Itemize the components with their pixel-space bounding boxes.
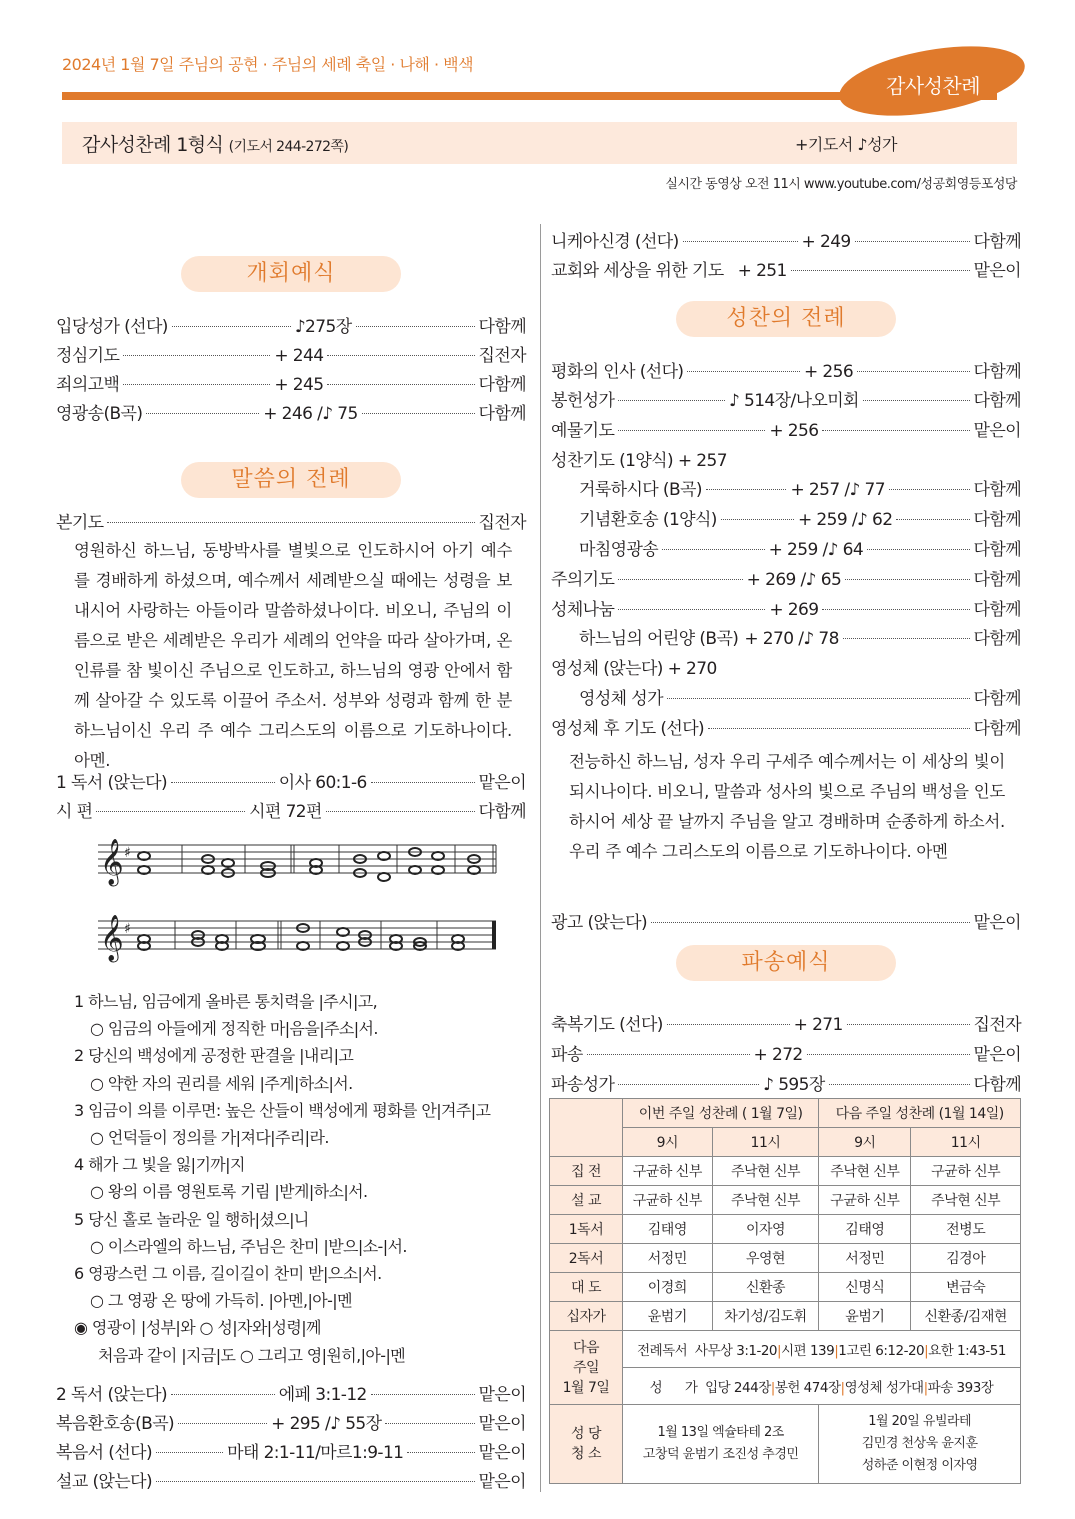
cell: 윤범기 [623, 1302, 713, 1331]
item-label: 영성체 (앉는다) + 270 [551, 659, 717, 679]
cell: 이자영 [712, 1215, 819, 1244]
leader-dots [96, 811, 245, 812]
role-cell: 대 도 [550, 1273, 623, 1302]
cell: 서정민 [623, 1244, 713, 1273]
reading: 시편 139 [781, 1343, 835, 1359]
time-cell: 9시 [623, 1128, 713, 1157]
psalm-line: 6 영광스런 그 이름, 길이길이 찬미 받|으소|서. [74, 1264, 382, 1284]
section-eucharist: 성찬의 전례 [676, 301, 896, 337]
item-who: 다함께 [973, 629, 1021, 649]
cell: 차기성/김도휘 [712, 1302, 819, 1331]
leader-dots [618, 609, 765, 610]
item-who: 맡은이 [478, 1414, 526, 1434]
item-label: 거룩하시다 (B곡) [579, 480, 702, 500]
leader-dots [662, 549, 764, 550]
separator: | [840, 1380, 845, 1396]
cleaning-line: 1월 20일 유빌라테 [868, 1414, 972, 1429]
section-dismissal: 파송예식 [676, 945, 896, 981]
list-item [551, 908, 1021, 934]
psalm-chant-score [98, 833, 518, 973]
list-item [551, 386, 1021, 412]
item-who: 맡은이 [478, 1472, 526, 1492]
item-label: 영광송(B곡) [56, 404, 143, 424]
item-ref: + 246 /♪ 75 [263, 404, 358, 424]
separator: | [923, 1380, 928, 1396]
separator: | [770, 1380, 775, 1396]
item-who: 맡은이 [973, 421, 1021, 441]
psalm-line: 처음과 같이 |지금|도 ○ 그리고 영|원히,|아-|멘 [98, 1345, 406, 1365]
leader-dots [356, 326, 475, 327]
table-row [550, 1331, 1021, 1368]
item-label: 예물기도 [551, 421, 615, 441]
list-item [56, 370, 526, 396]
leader-dots [721, 519, 794, 520]
hymn: 파송 393장 [927, 1380, 994, 1396]
cell: 우영현 [712, 1244, 819, 1273]
list-item [551, 595, 1021, 621]
list-item [551, 416, 1021, 442]
psalm-line: ○ 이스라엘의 하느님, 주님은 찬미 |받으|소-|서. [90, 1236, 407, 1256]
item-label: 하느님의 어린양 (B곡) [579, 629, 739, 649]
cell: 구균하 신부 [623, 1186, 713, 1215]
column-divider [540, 224, 541, 1492]
leader-dots [651, 922, 970, 923]
item-ref: + 270 /♪ 78 [744, 629, 839, 649]
item-who: 다함께 [973, 510, 1022, 530]
leader-dots [618, 579, 742, 580]
item-label: 죄의고백 [56, 375, 120, 395]
item-label: 파송성가 [551, 1075, 615, 1095]
role-cell: 집 전 [550, 1157, 623, 1186]
cleaning-label [550, 1405, 623, 1484]
psalm-line: ○ 그 영광 온 땅에 가득히. |아멘,|아-|멘 [90, 1291, 352, 1311]
item-label: 복음서 (선다) [56, 1443, 152, 1463]
leader-dots [123, 384, 270, 385]
post-communion-prayer: 전능하신 하느님, 성자 우리 구세주 예수께서는 이 세상의 빛이 되시나이다. 비오니, 말씀과 성사의 빛으로 주님의 백성을 인도하시어 세상 끝 날까지 주님을 알고 경배하며 순종하게 하소서. 우리 주 예수 그리스도의 이름으로 기도하나이다. 아멘 [569, 752, 1005, 861]
item-who: 맡은이 [973, 261, 1021, 281]
list-item [56, 1409, 526, 1435]
next-week-header: 다음 주일 성찬례 (1월 14일) [819, 1099, 1021, 1128]
item-ref: + 245 [274, 375, 324, 395]
title-pages: (기도서 244-272쪽) [228, 139, 349, 155]
item-label: 본기도 [56, 513, 104, 533]
leader-dots [362, 413, 475, 414]
leader-dots [326, 811, 475, 812]
item-ref: + 272 [753, 1045, 803, 1065]
cell: 주낙현 신부 [911, 1186, 1021, 1215]
item-label: 복음환호송(B곡) [56, 1414, 175, 1434]
item-ref: + 251 [737, 261, 787, 281]
item-label: 2 독서 (앉는다) [56, 1385, 167, 1405]
item-who: 다함께 [973, 719, 1021, 739]
next-readings [623, 1331, 1021, 1368]
label-line: 1월 7일 [562, 1379, 610, 1396]
leader-dots [156, 1452, 223, 1453]
item-ref: + 269 [769, 600, 819, 620]
list-item [579, 505, 1021, 531]
list-item [56, 768, 526, 794]
item-who: 집전자 [478, 346, 526, 366]
item-who: 집전자 [973, 1015, 1022, 1035]
cell: 신환종/김재현 [911, 1302, 1021, 1331]
leader-dots [807, 1054, 970, 1055]
cell: 전병도 [911, 1215, 1021, 1244]
item-label: 입당성가 (선다) [56, 317, 168, 337]
leader-dots [845, 579, 969, 580]
list-item [551, 227, 1021, 253]
item-label: 영성체 성가 [579, 689, 663, 709]
time-cell: 11시 [712, 1128, 819, 1157]
title-text: 감사성찬례 1형식 [82, 134, 224, 156]
table-row [550, 1215, 1021, 1244]
corner-cell [550, 1099, 623, 1157]
cell: 구균하 신부 [623, 1157, 713, 1186]
item-who: 다함께 [478, 802, 526, 822]
item-ref: 에페 3:1-12 [278, 1385, 367, 1405]
cell: 주낙현 신부 [712, 1186, 819, 1215]
svg-text:♯: ♯ [124, 845, 131, 861]
psalm-line: ○ 임금의 아들에게 정직한 마|음을|주소|서. [90, 1019, 378, 1039]
leader-dots [855, 241, 970, 242]
reading: 사무상 3:1-20 [694, 1343, 778, 1359]
item-ref: + 257 /♪ 77 [790, 480, 885, 500]
legend: +기도서 ♪성가 [795, 135, 897, 154]
item-label: 주의기도 [551, 570, 615, 590]
hymn: 입당 244장 [705, 1380, 771, 1396]
item-who: 다함께 [973, 480, 1022, 500]
communion-heading [551, 654, 1021, 680]
leader-dots [146, 413, 259, 414]
cleaning-group-b [819, 1405, 1021, 1484]
leader-dots [123, 355, 270, 356]
item-label: 평화의 인사 (선다) [551, 362, 684, 382]
item-ref: + 244 [274, 346, 324, 366]
cell: 주낙현 신부 [712, 1157, 819, 1186]
label-line: 다음 [572, 1339, 600, 1356]
item-who: 맡은이 [478, 1385, 527, 1405]
psalm-line: 1 하느님, 임금에게 올바른 통치력을 |주시|고, [74, 992, 378, 1011]
item-who: 맡은이 [973, 1045, 1022, 1065]
leader-dots [171, 782, 275, 783]
cleaning-line: 1월 13일 엑슐타테 2조 [657, 1425, 784, 1440]
leader-dots [618, 400, 725, 401]
item-ref: + 249 [801, 232, 851, 252]
psalm-line: ○ 약한 자의 권리를 세워 |주게|하소|서. [90, 1073, 353, 1093]
leader-dots [708, 728, 969, 729]
leader-dots [829, 1084, 970, 1085]
section-opening: 개회예식 [181, 256, 401, 292]
svg-text:𝄞: 𝄞 [100, 915, 124, 961]
label-line: 주일 [572, 1359, 600, 1376]
item-who: 다함께 [973, 689, 1021, 709]
cell: 서정민 [819, 1244, 911, 1273]
separator: | [777, 1343, 782, 1359]
label-line: 청 소 [571, 1446, 601, 1462]
leader-dots [178, 1423, 267, 1424]
cell: 변금숙 [911, 1273, 1021, 1302]
leader-dots [847, 1024, 970, 1025]
item-label: 기념환호송 (1양식) [579, 510, 717, 530]
date-line: 2024년 1월 7일 주님의 공현 · 주님의 세례 축일 · 나해 · 백색 [62, 55, 474, 74]
item-who: 맡은이 [973, 913, 1021, 933]
list-item [551, 256, 1021, 282]
item-ref: 시편 72편 [249, 802, 322, 822]
list-item [56, 341, 526, 367]
item-who: 다함께 [973, 600, 1021, 620]
time-cell: 11시 [911, 1128, 1021, 1157]
list-item [579, 624, 1021, 650]
leader-dots [867, 549, 969, 550]
cell: 구균하 신부 [911, 1157, 1021, 1186]
item-ref: ♪ 514장/나오미회 [728, 391, 859, 411]
table-header-row [550, 1099, 1021, 1128]
cell: 김경아 [911, 1244, 1021, 1273]
cell: 신명식 [819, 1273, 911, 1302]
svg-text:𝄞: 𝄞 [100, 839, 124, 885]
psalm-line: ○ 왕의 이름 영원토록 기림 |받게|하소|서. [90, 1182, 368, 1202]
role-cell: 설 교 [550, 1186, 623, 1215]
item-label: 봉헌성가 [551, 391, 615, 411]
item-who: 집전자 [478, 513, 526, 533]
leader-dots [822, 430, 969, 431]
svg-text:♯: ♯ [124, 921, 131, 937]
cleaning-line: 고창덕 윤범기 조진성 추경민 [642, 1447, 799, 1462]
cell: 이경희 [623, 1273, 713, 1302]
item-label: 광고 (앉는다) [551, 913, 647, 933]
table-row [550, 1302, 1021, 1331]
table-row [550, 1405, 1021, 1484]
table-row [550, 1273, 1021, 1302]
leader-dots [889, 489, 970, 490]
item-who: 다함께 [478, 375, 526, 395]
cell: 구균하 신부 [819, 1186, 911, 1215]
leader-dots [371, 1394, 475, 1395]
item-label: 영성체 후 기도 (선다) [551, 719, 705, 739]
leader-dots [857, 371, 970, 372]
psalm-line: ◉ 영광이 |성부|와 ○ 성|자와|성령|께 [74, 1318, 321, 1338]
item-ref: + 259 /♪ 62 [797, 510, 893, 530]
separator: | [924, 1343, 929, 1359]
item-label: 시 편 [56, 802, 93, 822]
cell: 김태영 [819, 1215, 911, 1244]
next-sunday-label [550, 1331, 623, 1405]
readings-label: 전례독서 [637, 1343, 688, 1359]
item-label: 설교 (앉는다) [56, 1472, 152, 1492]
item-ref: + 295 /♪ 55장 [271, 1414, 382, 1434]
item-who: 다함께 [478, 317, 527, 337]
leader-dots [618, 1084, 759, 1085]
leader-dots [407, 1452, 474, 1453]
psalm-line: 3 임금이 의를 이루면: 높은 산들이 백성에게 평화를 안|겨주|고 [74, 1100, 491, 1120]
leader-dots [327, 384, 474, 385]
item-who: 다함께 [478, 404, 526, 424]
leader-dots [687, 371, 800, 372]
leader-dots [896, 519, 969, 520]
item-who: 다함께 [973, 391, 1021, 411]
item-label: 1 독서 (앉는다) [56, 773, 167, 793]
badge-label: 감사성찬례 [885, 74, 981, 98]
time-cell: 9시 [819, 1128, 911, 1157]
item-ref: + 269 /♪ 65 [746, 570, 842, 590]
leader-dots [156, 1481, 475, 1482]
item-who: 다함께 [973, 232, 1022, 252]
leader-dots [843, 638, 970, 639]
leader-dots [667, 1024, 790, 1025]
hymns-label: 성 가 [649, 1380, 698, 1396]
leader-dots [863, 400, 970, 401]
item-who: 다함께 [973, 570, 1021, 590]
item-label: 성체나눔 [551, 600, 615, 620]
hymn: 영성체 성가대 [844, 1380, 924, 1396]
cell: 김태영 [623, 1215, 713, 1244]
item-label: 파송 [551, 1045, 583, 1065]
list-item [551, 1040, 1021, 1066]
cell: 주낙현 신부 [819, 1157, 911, 1186]
table-row [550, 1244, 1021, 1273]
collect-prayer: 영원하신 하느님, 동방박사를 별빛으로 인도하시어 아기 예수를 경배하게 하셨으며, 예수께서 세례받으실 때에는 성령을 보내시어 사랑하는 아들이라 말씀하셨나이다. 비오니, 주님의 이름으로 받은 세례받은 우리가 세례의 언약을 따라 살아가며, 온 인류를 참 빛이신 주님으로 인도하고, 하느님의 영광 안에서 함께 살아갈 수 있도록 이끌어 주소서. 성부와 성령과 함께 한 분 하느님이신 우리 주 예수 그리스도의 이름으로 기도하나이다. 아멘. [74, 541, 512, 770]
item-label: 니케아신경 (선다) [551, 232, 679, 252]
psalm-text [74, 988, 490, 1369]
leader-dots [667, 698, 970, 699]
leader-dots [706, 489, 787, 490]
list-item [551, 1010, 1021, 1036]
leader-dots [822, 609, 969, 610]
page-title [82, 130, 348, 157]
psalm-line: 5 당신 홀로 놀라운 일 행하|셨으|니 [74, 1209, 309, 1229]
table-row [550, 1186, 1021, 1215]
item-who: 다함께 [973, 540, 1022, 560]
list-item [551, 565, 1021, 591]
list-item [56, 1467, 526, 1493]
item-label: 성찬기도 (1양식) + 257 [551, 451, 727, 471]
hymn: 봉헌 474장 [774, 1380, 841, 1396]
psalm-line: 2 당신의 백성에게 공정한 판결을 |내리|고 [74, 1046, 354, 1066]
list-item [56, 1438, 526, 1464]
leader-dots [683, 241, 798, 242]
item-who: 다함께 [973, 362, 1022, 382]
separator: | [834, 1343, 839, 1359]
this-week-header: 이번 주일 성찬례 ( 1월 7일) [623, 1099, 819, 1128]
role-cell: 1독서 [550, 1215, 623, 1244]
psalm-line: 4 해가 그 빛을 잃|기까|지 [74, 1155, 245, 1175]
live-stream-link[interactable]: 실시간 동영상 오전 11시 www.youtube.com/성공회영등포성당 [665, 177, 1017, 192]
list-item [551, 357, 1021, 383]
reading: 요한 1:43-51 [928, 1343, 1006, 1359]
leader-dots [618, 430, 765, 431]
section-word: 말씀의 전례 [181, 462, 401, 498]
item-ref: + 256 [769, 421, 819, 441]
item-ref: 마태 2:1-11/마르1:9-11 [227, 1443, 404, 1463]
role-cell: 십자가 [550, 1302, 623, 1331]
cleaning-line: 김민경 천상욱 윤지훈 [861, 1436, 978, 1451]
next-hymns [623, 1368, 1021, 1405]
list-item [56, 399, 526, 425]
leader-dots [385, 1423, 474, 1424]
item-label: 마침영광송 [579, 540, 659, 560]
label-line: 성 당 [571, 1426, 601, 1442]
cleaning-line: 성하준 이현정 이자영 [861, 1458, 978, 1473]
item-ref: ♪275장 [294, 317, 352, 337]
list-item [56, 508, 526, 534]
item-ref: + 256 [803, 362, 854, 382]
item-label: 축복기도 (선다) [551, 1015, 663, 1035]
role-cell: 2독서 [550, 1244, 623, 1273]
list-item [551, 714, 1021, 740]
list-item [56, 1380, 526, 1406]
list-item [56, 797, 526, 823]
leader-dots [107, 522, 474, 523]
list-item [579, 684, 1021, 710]
leader-dots [172, 326, 291, 327]
leader-dots [791, 270, 970, 271]
leader-dots [587, 1054, 750, 1055]
item-who: 다함께 [973, 1075, 1022, 1095]
list-item [551, 1070, 1021, 1096]
reading: 1고린 6:12-20 [838, 1343, 925, 1359]
table-row [550, 1157, 1021, 1186]
cell: 신환종 [712, 1273, 819, 1302]
item-who: 맡은이 [478, 1443, 527, 1463]
leader-dots [371, 782, 475, 783]
list-item [56, 312, 526, 338]
item-ref: 이사 60:1-6 [278, 773, 367, 793]
item-ref: ♪ 595장 [763, 1075, 825, 1095]
schedule-table [549, 1098, 1021, 1484]
item-who: 맡은이 [478, 773, 527, 793]
leader-dots [327, 355, 474, 356]
item-label: 정심기도 [56, 346, 120, 366]
eucharistic-prayer-heading [551, 446, 1021, 472]
leader-dots [171, 1394, 275, 1395]
cleaning-group-a [623, 1405, 819, 1484]
item-ref: + 259 /♪ 64 [768, 540, 864, 560]
cell: 윤범기 [819, 1302, 911, 1331]
item-ref: + 271 [793, 1015, 843, 1035]
item-label: 교회와 세상을 위한 기도 [551, 261, 724, 281]
list-item [579, 475, 1021, 501]
psalm-line: ○ 언덕들이 정의를 가|져다|주리|라. [90, 1128, 329, 1148]
list-item [579, 535, 1021, 561]
